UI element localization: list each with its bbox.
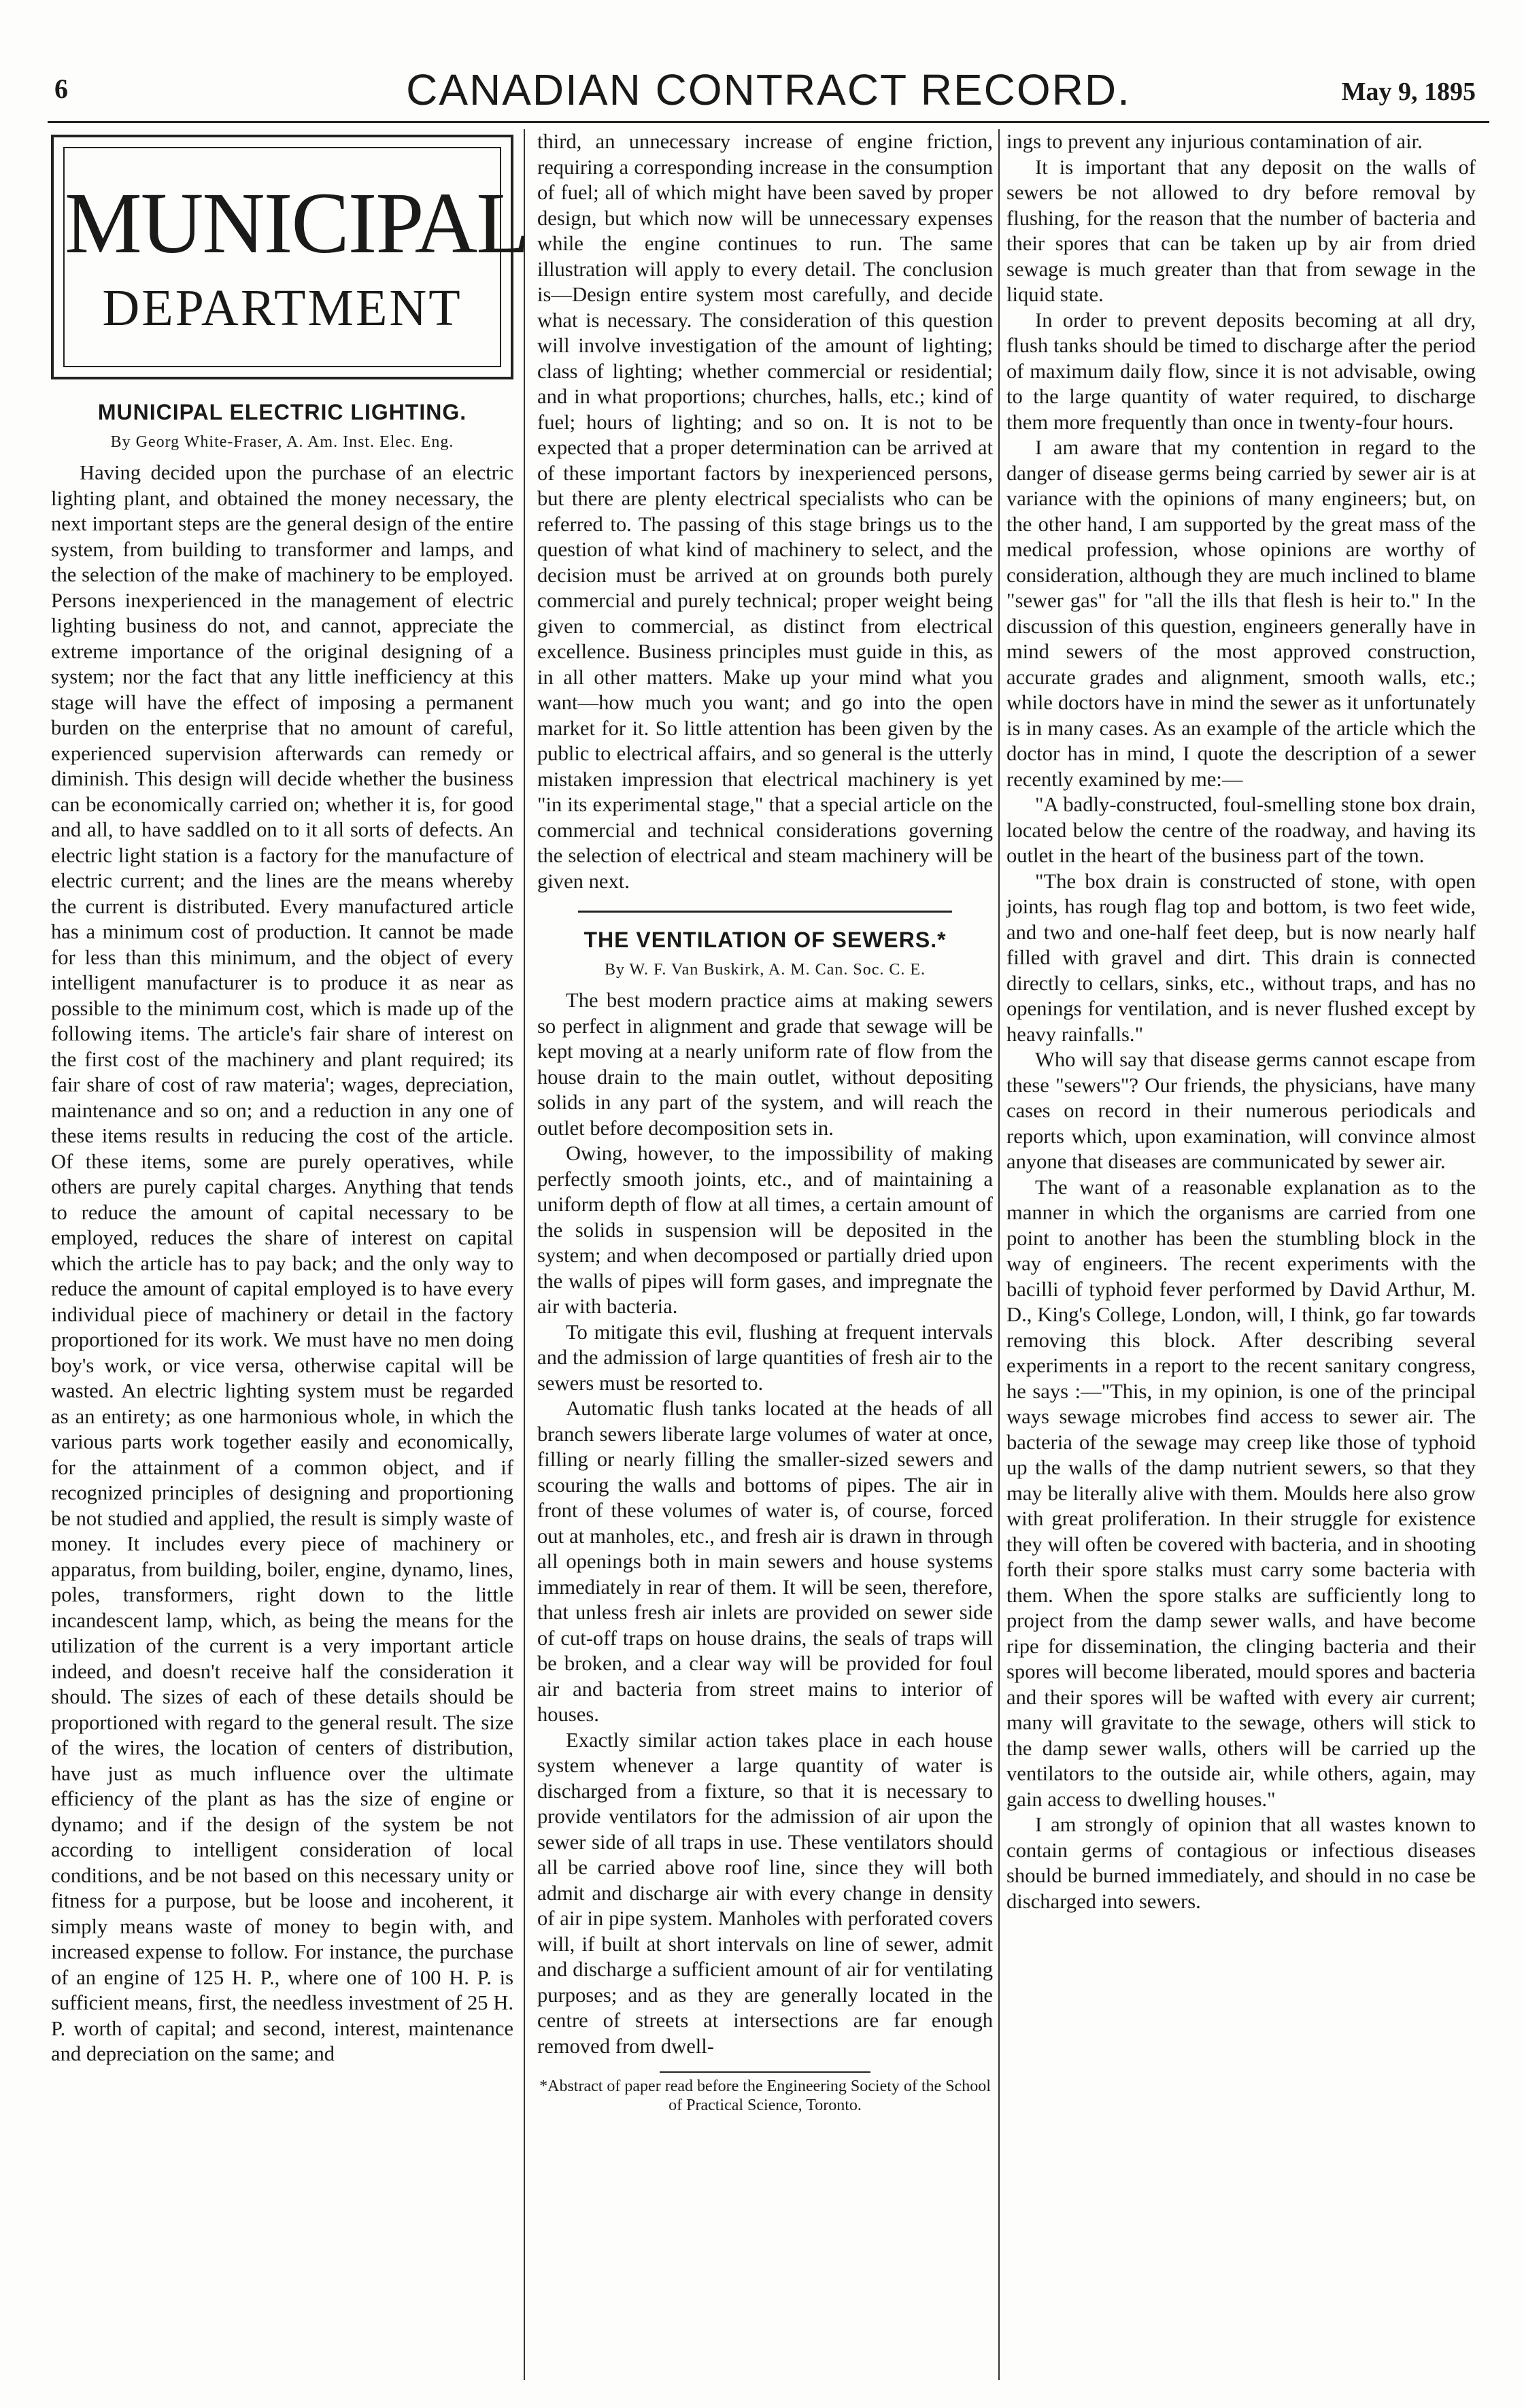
paragraph: I am aware that my contention in regard to the danger of disease germs being carried by sewer air is at variance with the opinions of many engineers; but, on the other hand, I am supported by the great mass of the medical profession, whose opinions are worthy of consideration, although they are much inclined to blame "sewer gas" for "all the ills that flesh is heir to." In the discussion of this question, engineers generally have in mind sewers of the most approved construction, accurate grades and alignment, smooth walls, etc.; while doctors have in mind the sewer as it unfortunately is in many cases. As an example of the article which the doctor has in mind, I quote the description of a sewer recently examined by me:— xyxy=(1006,436,1476,791)
paragraph: "The box drain is constructed of stone, with open joints, has rough flag top and bottom, is two feet wide, and two and one-half feet deep, but is now nearly half filled with gravel and dirt. This drain is connected directly to cellars, sinks, etc., without traps, and has no openings for ventilation, and is never flushed except by heavy rainfalls." xyxy=(1006,869,1476,1046)
article-byline: By W. F. Van Buskirk, A. M. Can. Soc. C. E. xyxy=(604,960,926,979)
article-byline: By Georg White-Fraser, A. Am. Inst. Elec. Eng. xyxy=(110,433,454,451)
paragraph: It is important that any deposit on the walls of sewers be not allowed to dry before removal by flushing, for the reason that the number of bacteria and their spores that can be taken up by air from dried sewage is much greater than that from sewage in the liquid state. xyxy=(1006,155,1476,306)
paragraph: To mitigate this evil, flushing at frequent intervals and the admission of large quantities of fresh air to the sewers must be resorted to. xyxy=(537,1320,993,1395)
paragraph: third, an unnecessary increase of engine friction, requiring a corresponding increase in the consumption of fuel; all of which might have been saved by proper design, but which now will be unnecessary expenses while the engine continues to run. The same illustration will apply to every detail. The conclusion is—Design entire system most carefully, and decide what is necessary. The consideration of this question will involve investigation of the amount of lighting; class of lighting; whether commercial or residential; and in what proportions; churches, halls, etc.; kind of fuel; hours of lighting; and so on. It is not to be expected that a proper determination can be arrived at of these important factors by inexperienced persons, but there are plenty electrical specialists who can be referred to. The passing of this stage brings us to the question of what kind of machinery to select, and the decision must be arrived at on grounds both purely commercial and purely technical; proper weight being given to commercial, as distinct from electrical excellence. Business principles must guide in this, as in all other matters. Make up your mind what you want—how much you want; and go into the open market for it. So little attention has been given by the public to electrical affairs, and so general is the utterly mistaken impression that electrical machinery is yet "in its experimental stage," that a special article on the commercial and technical considerations governing the selection of electrical and steam machinery will be given next. xyxy=(537,130,993,893)
column-1 xyxy=(51,129,528,2067)
footnote-rule xyxy=(660,2071,870,2073)
section-banner xyxy=(51,135,528,379)
section-subtitle: DEPARTMENT xyxy=(102,279,462,337)
column-3 xyxy=(1006,129,1476,1914)
paragraph: "A badly-constructed, foul-smelling stone box drain, located below the centre of the roadway, and having its outlet in the heart of the business part of the town. xyxy=(1006,793,1476,867)
column-rule xyxy=(998,129,1000,2380)
paragraph: ings to prevent any injurious contamination of air. xyxy=(1006,130,1423,153)
article-headline: THE VENTILATION OF SEWERS.* xyxy=(583,928,947,952)
footnote: *Abstract of paper read before the Engineering Society of the School of Practical Science, Toronto. xyxy=(539,2078,991,2114)
publication-title: CANADIAN CONTRACT RECORD. xyxy=(406,65,1131,114)
article-headline: MUNICIPAL ELECTRIC LIGHTING. xyxy=(97,400,467,424)
paragraph: I am strongly of opinion that all wastes known to contain germs of contagious or infectious diseases should be burned immediately, and should in no case be discharged into sewers. xyxy=(1006,1813,1476,1913)
column-rule xyxy=(524,129,525,2380)
paragraph: The want of a reasonable explanation as to the manner in which the organisms are carried from one point to another has been the stumbling block in the way of engineers. The recent experiments with the bacilli of typhoid fever performed by David Arthur, M. D., King's College, London, will, I think, go far towards removing this block. After describing several experiments in a report to the recent sanitary congress, he says :—"This, in my opinion, is one of the principal ways sewage microbes find access to sewer air. The bacteria of the sewage may creep like those of typhoid up the walls of the damp nutrient sewers, so that they may be literally alive with them. Moulds here also grow with great proliferation. In their struggle for existence they will often be covered with bacteria, and in shooting forth their spore stalks must carry some bacteria with them. When the spore stalks are sufficiently long to project from the damp sewer walls, and have become ripe for dissemination, the clinging bacteria and their spores will become liberated, mould spores and bacteria and their spores will be wafted with every air current; many will gravitate to the sewage, others will stick to the damp sewer walls, others will be carried up the ventilators to the outside air, while others, again, may gain access to dwelling houses." xyxy=(1006,1175,1476,1811)
paragraph: In order to prevent deposits becoming at all dry, flush tanks should be timed to discharge after the period of maximum daily flow, since it is not advisable, owing to the large quantity of water required, to discharge them more frequently than once in twenty-four hours. xyxy=(1006,308,1476,434)
section-title: MUNICIPAL xyxy=(65,175,528,271)
running-head xyxy=(48,65,1489,119)
paragraph: The best modern practice aims at making sewers so perfect in alignment and grade that sewage will be kept moving at a nearly uniform rate of flow from the house drain to the main outlet, without depositing solids in any part of the system, and will reach the outlet before decomposition sets in. xyxy=(537,989,993,1140)
paragraph: Who will say that disease germs cannot escape from these "sewers"? Our friends, the physicians, have many cases on record in their numerous periodicals and reports which, upon examination, will convince almost anyone that diseases are communicated by sewer air. xyxy=(1006,1048,1476,1173)
column-2 xyxy=(537,129,993,2115)
issue-date: May 9, 1895 xyxy=(1341,78,1476,106)
paragraph: Automatic flush tanks located at the heads of all branch sewers liberate large volumes of water at once, filling or nearly filling the smaller-sized sewers and scouring the walls and bottoms of pipes. The air in front of these volumes of water is, of course, forced out at manholes, etc., and fresh air is drawn in through all openings both in main sewers and house systems immediately in rear of them. It will be seen, therefore, that unless fresh air inlets are provided on sewer side of cut-off traps on house drains, the seals of traps will be broken, and a clear way will be provided for foul air and bacteria from street mains to interior of houses. xyxy=(537,1397,993,1726)
header-rule xyxy=(48,121,1489,123)
paragraph: Owing, however, to the impossibility of making perfectly smooth joints, etc., and of maintaining a uniform depth of flow at all times, a certain amount of the solids in suspension will be deposited in the system; and when decomposed or partially dried upon the walls of pipes will form gases, and impregnate the air with bacteria. xyxy=(537,1142,993,1318)
page-number: 6 xyxy=(54,73,68,104)
paragraph: Having decided upon the purchase of an electric lighting plant, and obtained the money necessary, the next important steps are the general design of the entire system, from building to transformer and lamps, and the selection of the make of machinery to be employed. Persons inexperienced in the management of electric lighting business do not, and cannot, appreciate the extreme importance of the original designing of a system; nor the fact that any little inefficiency at this stage will have the effect of imposing a permanent burden on the enterprise that no amount of careful, experienced supervision afterwards can remedy or diminish. This design will decide whether the business can be economically carried on; whether it is, for good and all, to have saddled on to it all sorts of defects. An electric light station is a factory for the manufacture of electric current; and the lines are the means whereby the current is distributed. Every manufactured article has a minimum cost of production. It cannot be made for less than this minimum, and the object of every intelligent manufacturer is to produce it as near as possible to the minimum cost, which is made up of the following items. The article's fair share of interest on the first cost of the machinery and plant required; its fair share of cost of raw materia'; wages, depreciation, maintenance and so on; and a reduction in any one of these items results in reducing the cost of the article. Of these items, some are purely operatives, while others are purely capital charges. Anything that tends to reduce the amount of capital necessary to be employed, reduces the share of interest on capital which the article has to pay back; and the only way to reduce the amount of capital employed is to have every individual piece of machinery or detail in the factory proportioned for its work. We must have no men doing boy's work, or vice versa, otherwise capital will be wasted. An electric lighting system must be regarded as an entirety; as one harmonious whole, in which the various parts work together easily and economically, for the attainment of a common object, and if recognized principles of designing and proportioning be not studied and applied, the result is simply waste of money. It includes every piece of machinery or apparatus, from building, boiler, engine, dynamo, lines, poles, transformers, right down to the little incandescent lamp, which, as being the means for the utilization of the current is a very important article indeed, and doesn't receive half the consideration it should. The sizes of each of these details should be proportioned with regard to the general result. The size of the wires, the location of centers of distribution, have just as much influence over the ultimate efficiency of the plant as has the size of engine or dynamo; and if the design of the system be not according to intelligent consideration of local conditions, and be not based on this necessary unity or fitness for a purpose, but be loose and incoherent, it simply means waste of money to begin with, and increased expense to follow. For instance, the purchase of an engine of 125 H. P., where one of 100 H. P. is sufficient means, first, the needless investment of 25 H. P. worth of capital; and second, interest, maintenance and depreciation on the same; and xyxy=(51,461,513,2065)
article-divider xyxy=(578,911,952,913)
paragraph: Exactly similar action takes place in each house system whenever a large quantity of water is discharged from a fixture, so that it is necessary to provide ventilators for the admission of air upon the sewer side of all traps in use. These ventilators should all be carried above roof line, since they will both admit and discharge air with every change in density of air in pipe system. Manholes with perforated covers will, if built at short intervals on line of sewer, admit and discharge a sufficient amount of air for ventilating purposes; and as they are generally located in the centre of streets at intersections are far enough removed from dwell- xyxy=(537,1728,993,2058)
